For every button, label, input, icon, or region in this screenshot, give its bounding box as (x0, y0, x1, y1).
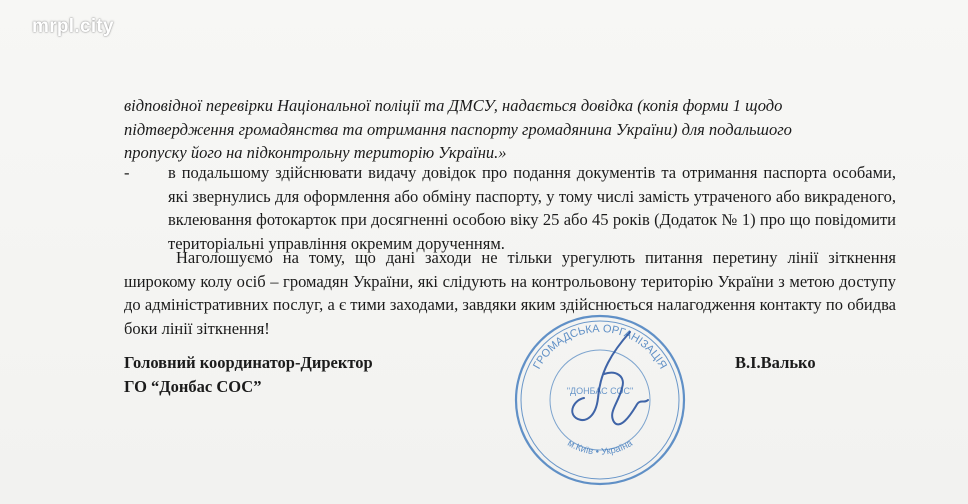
stamp-bottom-text: м.Київ • Україна (565, 437, 635, 458)
signatory-name: В.І.Валько (735, 353, 816, 372)
site-watermark: mrpl.city (32, 16, 114, 37)
signatory-title (124, 351, 373, 399)
body-paragraph (124, 246, 896, 340)
stamp-outer-text: ГРОМАДСЬКА ОРГАНІЗАЦІЯ (531, 322, 669, 372)
signatory-organization: ГО “Донбас СОС” (124, 377, 262, 396)
quote-line: пропуску його на підконтрольну територію України.» (124, 143, 507, 162)
quoted-passage (124, 94, 896, 165)
quote-line: підтвердження громадянства та отримання паспорту громадянина України) для подальшого (124, 119, 792, 139)
bullet-text: в подальшому здійснювати видачу довідок про подання документів та отримання паспорта особами, які звернулись для оформлення або обміну паспорту, у тому числі замість утраченого або викраденого, вклеювання фотокарток при досягненні особою віку 25 або 45 років (Додаток № 1) про що повідомити територіальні управління окремим дорученням. (168, 163, 896, 253)
quote-line: відповідної перевірки Національної поліції та ДМСУ, надається довідка (копія форми 1 щодо (124, 96, 783, 115)
stamp-inner-text: "ДОНБАС СОС" (566, 386, 634, 396)
signatory-position: Головний координатор-Директор (124, 353, 373, 372)
paragraph-text: Наголошуємо на тому, що дані заходи не тільки урегулють питання перетину лінії зіткнення широкому колу осіб – громадян України, які слідують на контрольовону територію України з метою доступу до адміністративних послуг, а є тими заходами, завдяки яким здійснюється налагодження контакту по обидва боки лінії зіткнення! (124, 248, 896, 338)
bullet-marker: - (124, 163, 130, 182)
organization-stamp (512, 312, 688, 488)
bullet-item (124, 161, 896, 255)
